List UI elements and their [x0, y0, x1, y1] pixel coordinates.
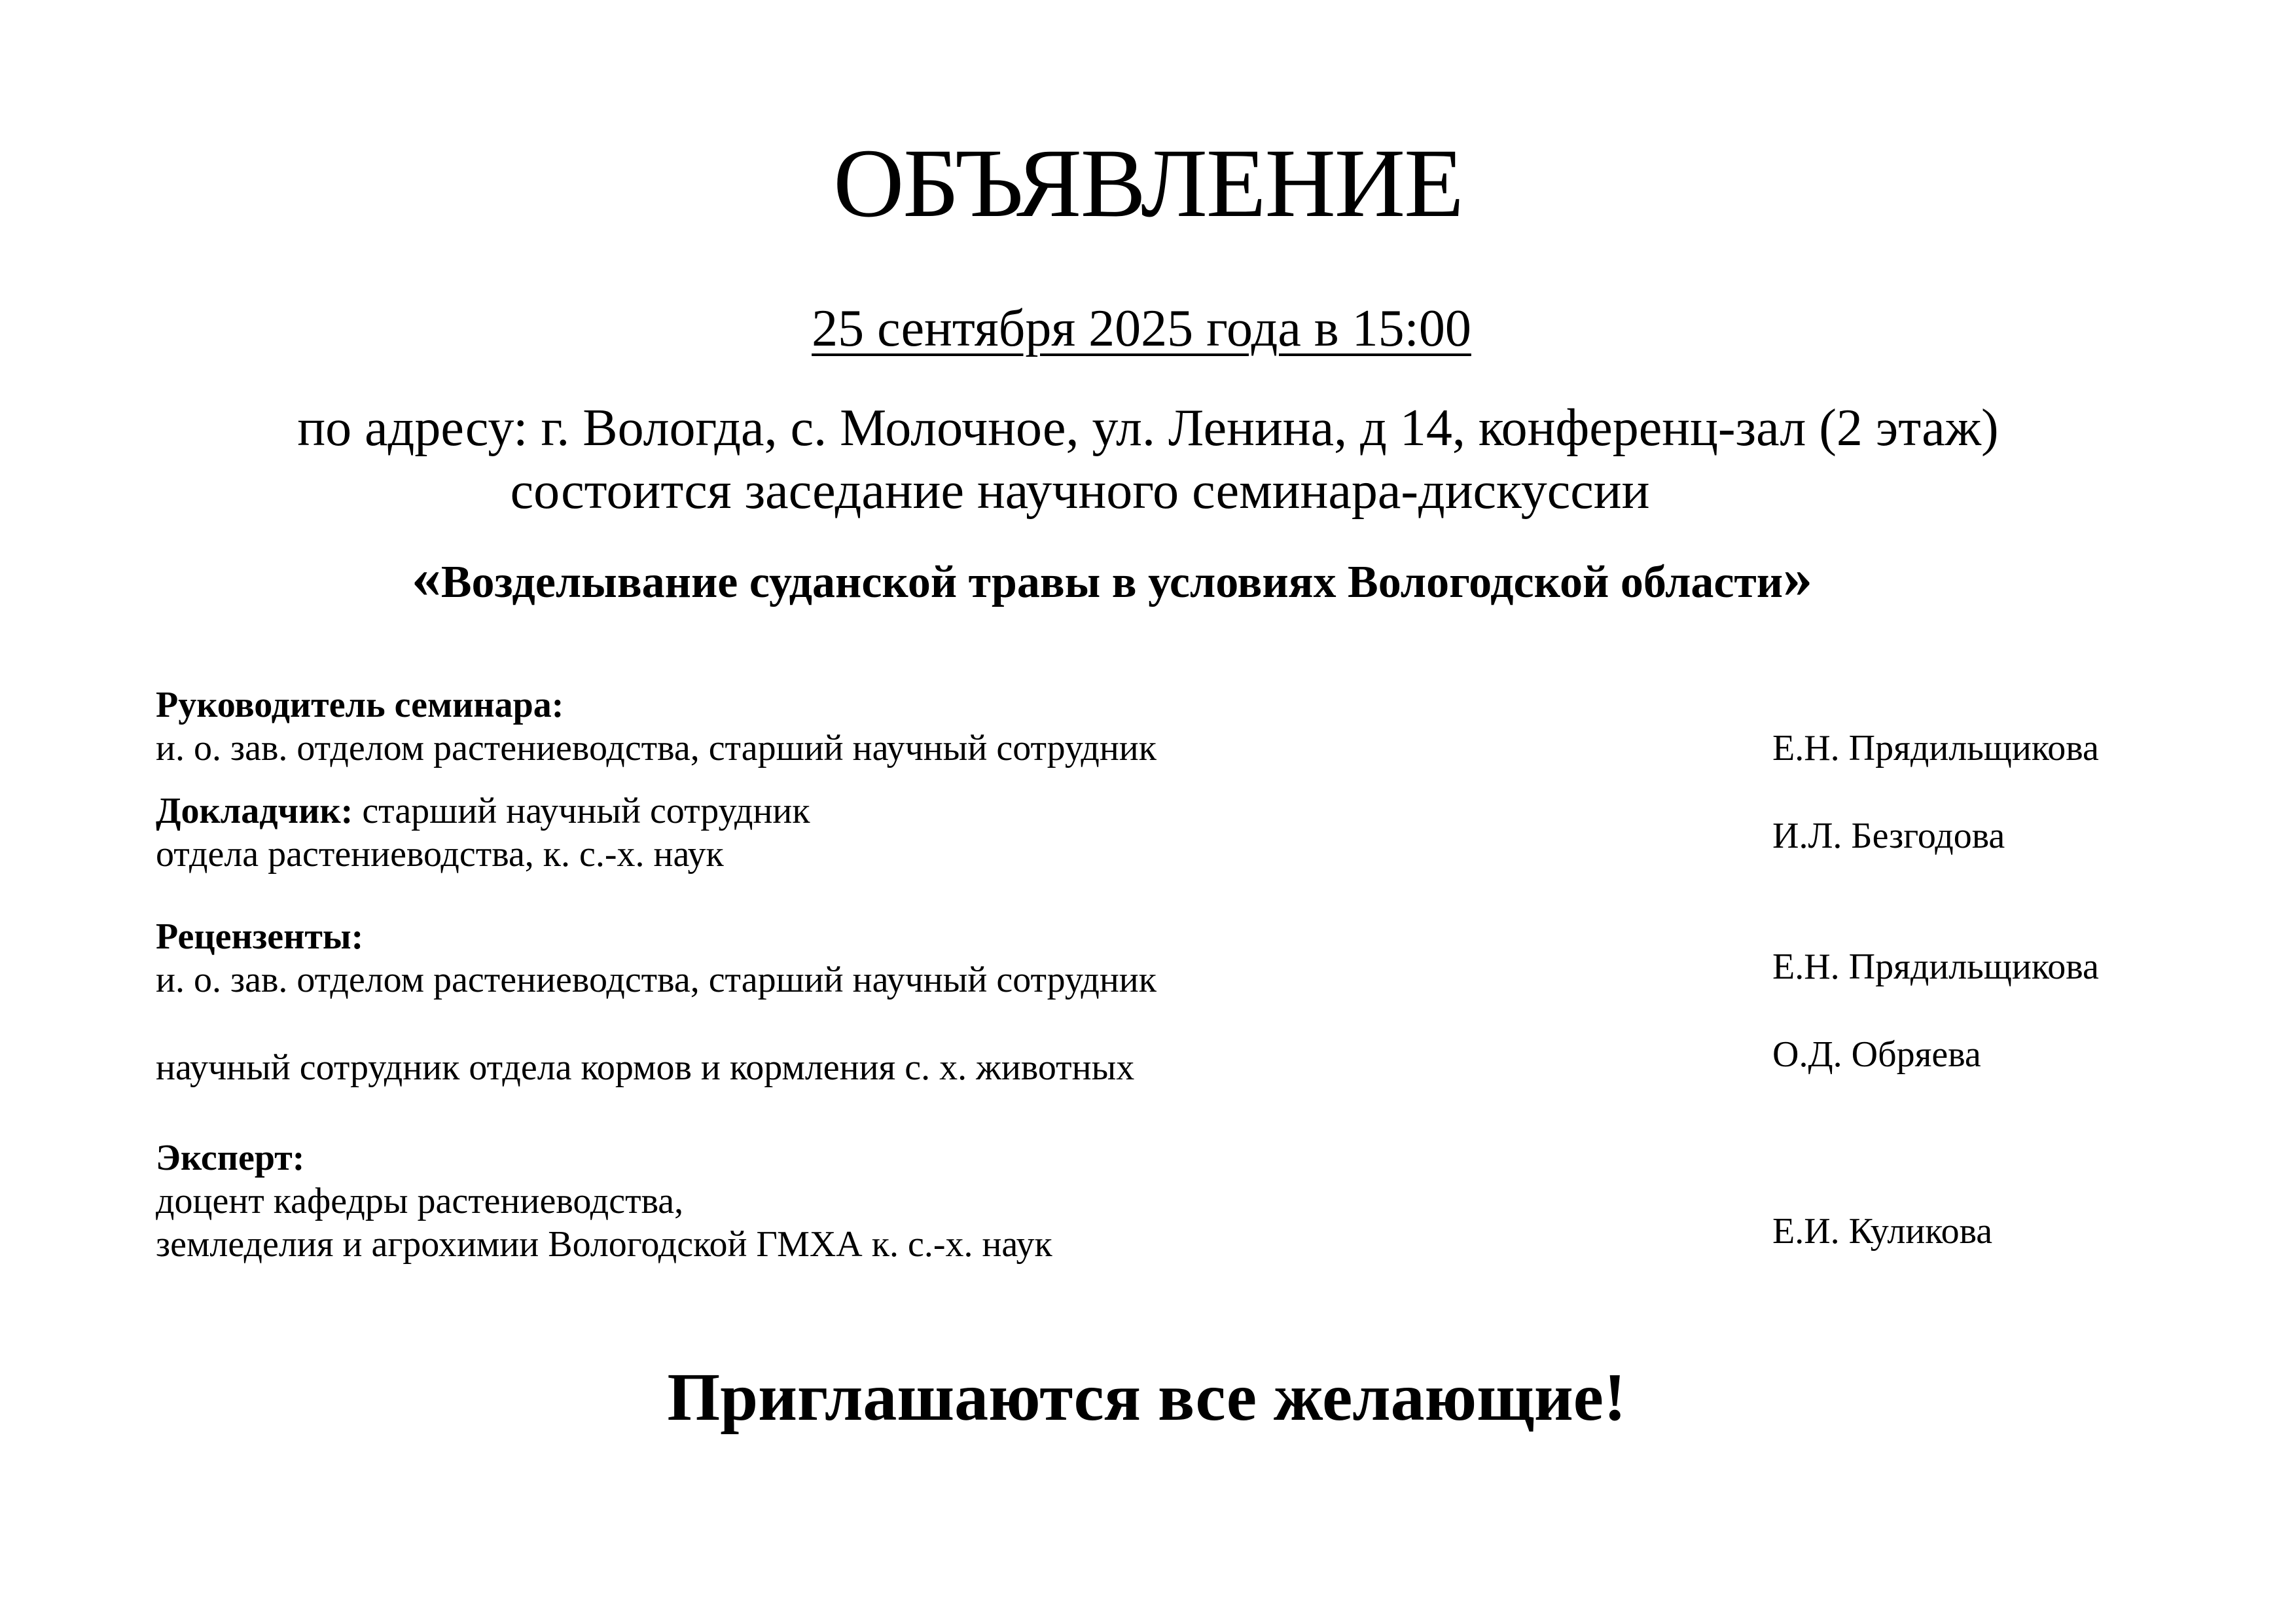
reviewer-2-name: О.Д. Обряева [1772, 1034, 1981, 1075]
speaker-name: И.Л. Безгодова [1772, 816, 2005, 856]
topic-close-quote: » [1783, 545, 1813, 610]
announcement-title: ОБЪЯВЛЕНИЕ [833, 129, 1463, 238]
expert-position-line1: доцент кафедры растениеводства, [156, 1181, 684, 1221]
speaker-label: Докладчик: [156, 791, 353, 831]
event-address: по адресу: г. Вологда, с. Молочное, ул. Ленина, д 14, конференц-зал (2 этаж) [297, 399, 1999, 457]
topic-open-quote: « [411, 545, 441, 610]
expert-name: Е.И. Куликова [1772, 1211, 1993, 1252]
invitation-text: Приглашаются все желающие! [667, 1360, 1626, 1435]
reviewer-2-position: научный сотрудник отдела кормов и кормления с. х. животных [156, 1047, 1135, 1088]
expert-label: Эксперт: [156, 1138, 305, 1178]
head-name: Е.Н. Прядильщикова [1772, 728, 2099, 768]
reviewer-1-position: и. о. зав. отделом растениеводства, старший научный сотрудник [156, 960, 1157, 1000]
expert-position-line2: земледелия и агрохимии Вологодской ГМХА к. с.-х. наук [156, 1224, 1052, 1265]
head-position: и. о. зав. отделом растениеводства, старший научный сотрудник [156, 728, 1157, 768]
event-datetime-text: 25 сентября 2025 года в 15:00 [812, 300, 1471, 357]
speaker-position-line2: отдела растениеводства, к. с.-х. наук [156, 834, 724, 875]
reviewers-label: Рецензенты: [156, 916, 364, 957]
reviewer-1-name: Е.Н. Прядильщикова [1772, 947, 2099, 987]
speaker-line1 [156, 789, 1740, 833]
topic-text: Возделывание суданской травы в условиях Вологодской области [440, 557, 1784, 607]
event-datetime [0, 296, 2289, 361]
speaker-position-line1: старший научный сотрудник [353, 791, 810, 831]
seminar-topic [0, 545, 2260, 612]
event-description: состоится заседание научного семинара-дискуссии [510, 462, 1650, 520]
head-label: Руководитель семинара: [156, 685, 564, 725]
